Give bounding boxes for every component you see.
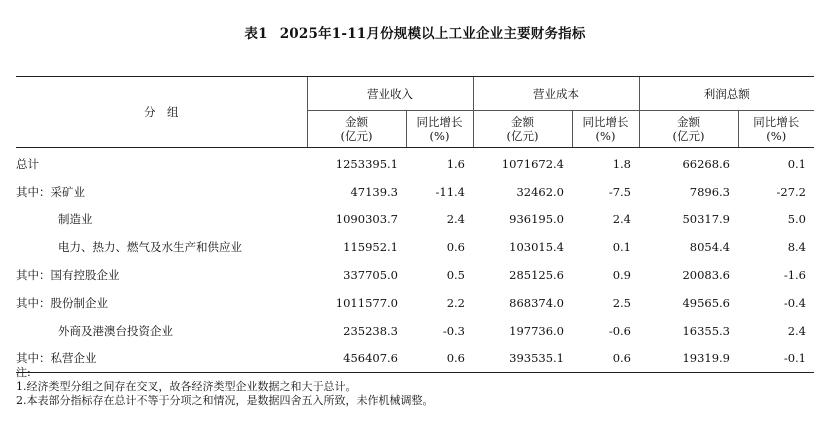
table-row [16, 233, 814, 261]
group-header: 分 组 [16, 77, 307, 148]
revenue-growth-cell: 2.4 [446, 212, 465, 227]
notes-heading: 注: [16, 366, 31, 379]
row-label: 其中：采矿业 [16, 184, 85, 199]
table-row [16, 261, 814, 289]
cost-amount-cell: 103015.4 [509, 240, 564, 255]
revenue-amount-cell: 337705.0 [343, 268, 398, 283]
revenue-amount-cell: 1253395.1 [335, 156, 398, 171]
revenue-growth-cell: 0.6 [406, 345, 473, 373]
profit-amount-cell: 16355.3 [682, 323, 730, 338]
profit-header: 利润总额 [639, 77, 814, 111]
table-row [16, 148, 814, 178]
revenue-amount-cell: 1011577.0 [335, 295, 398, 310]
revenue-amount-cell: 235238.3 [343, 323, 398, 338]
cost-amount-cell: 936195.0 [509, 212, 564, 227]
revenue-growth-header: 同比增长 (%) [406, 111, 473, 148]
revenue-growth-cell: -0.3 [442, 323, 465, 338]
revenue-amount-cell: 1090303.7 [335, 212, 398, 227]
cost-growth-cell: 0.6 [572, 345, 639, 373]
row-label: 总计 [16, 156, 39, 171]
row-label: 其中：私营企业 [16, 345, 307, 373]
revenue-growth-cell: 0.6 [446, 240, 465, 255]
cost-amount-cell: 393535.1 [473, 345, 572, 373]
table-row [16, 178, 814, 206]
table-row [16, 289, 814, 317]
table-body [16, 148, 814, 373]
profit-growth-cell: -27.2 [776, 184, 806, 199]
row-label: 制造业 [58, 212, 93, 227]
profit-growth-cell: -0.1 [738, 345, 814, 373]
cost-growth-header: 同比增长 (%) [572, 111, 639, 148]
profit-amount-cell: 49565.6 [682, 295, 730, 310]
profit-growth-cell: 2.4 [787, 323, 806, 338]
table-number: 表1 [244, 26, 268, 42]
note-2: 2.本表部分指标存在总计不等于分项之和情况，是数据四舍五入所致，未作机械调整。 [16, 394, 434, 407]
row-label: 电力、热力、燃气及水生产和供应业 [58, 240, 242, 255]
cost-header: 营业成本 [473, 77, 639, 111]
cost-growth-cell: -0.6 [608, 323, 631, 338]
revenue-growth-cell: -11.4 [435, 184, 465, 199]
revenue-amount-cell: 456407.6 [307, 345, 406, 373]
cost-amount-cell: 197736.0 [509, 323, 564, 338]
revenue-amount-header: 金额 (亿元) [307, 111, 406, 148]
footnotes [16, 366, 434, 408]
cost-amount-cell: 1071672.4 [501, 156, 564, 171]
cost-amount-cell: 868374.0 [509, 295, 564, 310]
cost-growth-cell: 2.5 [612, 295, 631, 310]
table-row [16, 317, 814, 345]
revenue-amount-cell: 47139.3 [350, 184, 398, 199]
profit-growth-cell: -1.6 [783, 268, 806, 283]
revenue-growth-cell: 0.5 [446, 268, 465, 283]
cost-growth-cell: 0.1 [612, 240, 631, 255]
cost-growth-cell: -7.5 [608, 184, 631, 199]
profit-amount-cell: 50317.9 [682, 212, 730, 227]
profit-growth-cell: 0.1 [787, 156, 806, 171]
table-title-text: 2025年1-11月份规模以上工业企业主要财务指标 [279, 26, 586, 42]
profit-growth-cell: 5.0 [787, 212, 806, 227]
revenue-growth-cell: 1.6 [446, 156, 465, 171]
cost-amount-header: 金额 (亿元) [473, 111, 572, 148]
financial-indicators-table [16, 76, 814, 373]
profit-growth-cell: -0.4 [783, 295, 806, 310]
profit-amount-cell: 19319.9 [639, 345, 738, 373]
profit-amount-cell: 7896.3 [689, 184, 730, 199]
table-title [0, 22, 830, 42]
profit-amount-header: 金额 (亿元) [639, 111, 738, 148]
note-1: 1.经济类型分组之间存在交叉，故各经济类型企业数据之和大于总计。 [16, 380, 357, 393]
cost-amount-cell: 32462.0 [516, 184, 564, 199]
row-label: 其中：股份制企业 [16, 295, 108, 310]
table-row [16, 206, 814, 234]
cost-growth-cell: 2.4 [612, 212, 631, 227]
profit-growth-cell: 8.4 [787, 240, 806, 255]
row-label: 其中：国有控股企业 [16, 268, 120, 283]
profit-amount-cell: 66268.6 [682, 156, 730, 171]
profit-amount-cell: 20083.6 [682, 268, 730, 283]
cost-growth-cell: 0.9 [612, 268, 631, 283]
row-label: 外商及港澳台投资企业 [58, 323, 173, 338]
cost-amount-cell: 285125.6 [509, 268, 564, 283]
revenue-amount-cell: 115952.1 [343, 240, 398, 255]
cost-growth-cell: 1.8 [612, 156, 631, 171]
revenue-growth-cell: 2.2 [446, 295, 465, 310]
profit-amount-cell: 8054.4 [689, 240, 730, 255]
revenue-header: 营业收入 [307, 77, 473, 111]
profit-growth-header: 同比增长 (%) [738, 111, 814, 148]
